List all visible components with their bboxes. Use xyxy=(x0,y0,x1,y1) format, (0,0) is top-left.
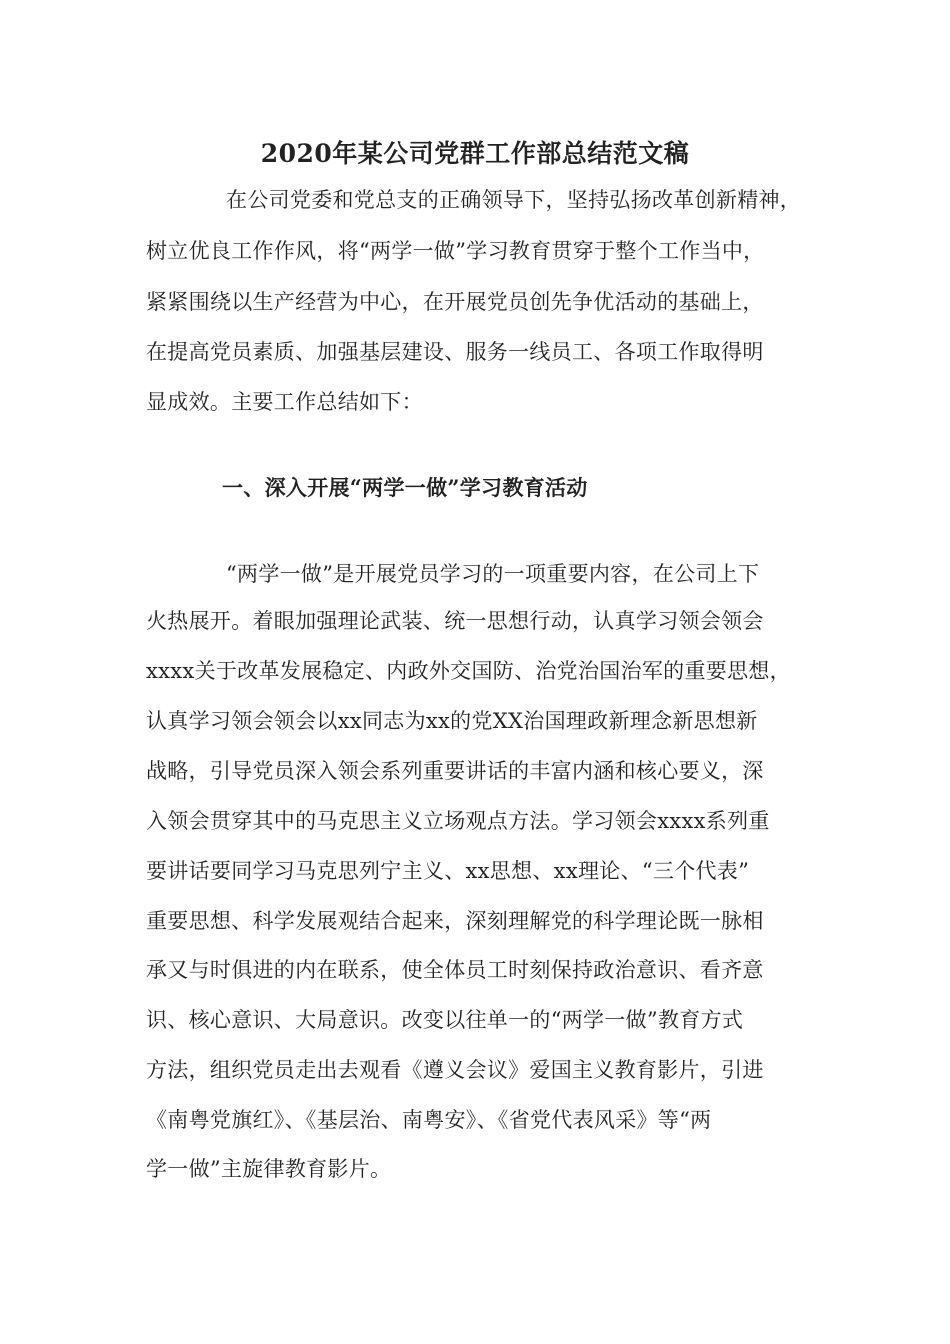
section-1-line-3: xxxx关于改革发展稳定、内政外交国防、治党治国治军的重要思想， xyxy=(146,659,791,683)
section-1-line-7: 要讲话要同学习马克思列宁主义、xx思想、xx理论、“三个代表” xyxy=(146,859,750,883)
section-1-line-5: 战略，引导党员深入领会系列重要讲话的丰富内涵和核心要义，深 xyxy=(146,759,764,783)
intro-line-5: 显成效。主要工作总结如下： xyxy=(146,390,423,414)
section-1-line-6: 入领会贯穿其中的马克思主义立场观点方法。学习领会xxxx系列重 xyxy=(146,809,770,833)
intro-line-2: 树立优良工作作风，将“两学一做”学习教育贯穿于整个工作当中， xyxy=(146,239,765,263)
intro-line-1: 在公司党委和党总支的正确领导下，坚持弘扬改革创新精神， xyxy=(226,188,802,212)
document-title: 2020年某公司党群工作部总结范文稿 xyxy=(260,139,690,168)
section-1-line-2: 火热展开。着眼加强理论武装、统一思想行动，认真学习领会领会 xyxy=(146,609,764,633)
section-1-line-12: 《南粤党旗红》、《基层治、南粤安》、《省党代表风采》等“两 xyxy=(146,1108,712,1132)
section-1-line-10: 识、核心意识、大局意识。改变以往单一的“两学一做”教育方式 xyxy=(146,1008,744,1032)
section-1-line-9: 承又与时俱进的内在联系，使全体员工时刻保持政治意识、看齐意 xyxy=(146,958,764,982)
intro-line-4: 在提高党员素质、加强基层建设、服务一线员工、各项工作取得明 xyxy=(146,340,764,364)
intro-line-3: 紧紧围绕以生产经营为中心，在开展党员创先争优活动的基础上， xyxy=(146,290,764,314)
section-1-line-11: 方法，组织党员走出去观看《遵义会议》爱国主义教育影片，引进 xyxy=(146,1058,764,1082)
section-1-line-13: 学一做”主旋律教育影片。 xyxy=(146,1157,392,1181)
section-1-heading: 一、深入开展“两学一做”学习教育活动 xyxy=(222,475,588,500)
section-1-line-1: “两学一做”是开展党员学习的一项重要内容，在公司上下 xyxy=(226,562,760,586)
section-1-line-4: 认真学习领会领会以xx同志为xx的党XX治国理政新理念新思想新 xyxy=(146,709,758,733)
section-1-line-8: 重要思想、科学发展观结合起来，深刻理解党的科学理论既一脉相 xyxy=(146,909,764,933)
